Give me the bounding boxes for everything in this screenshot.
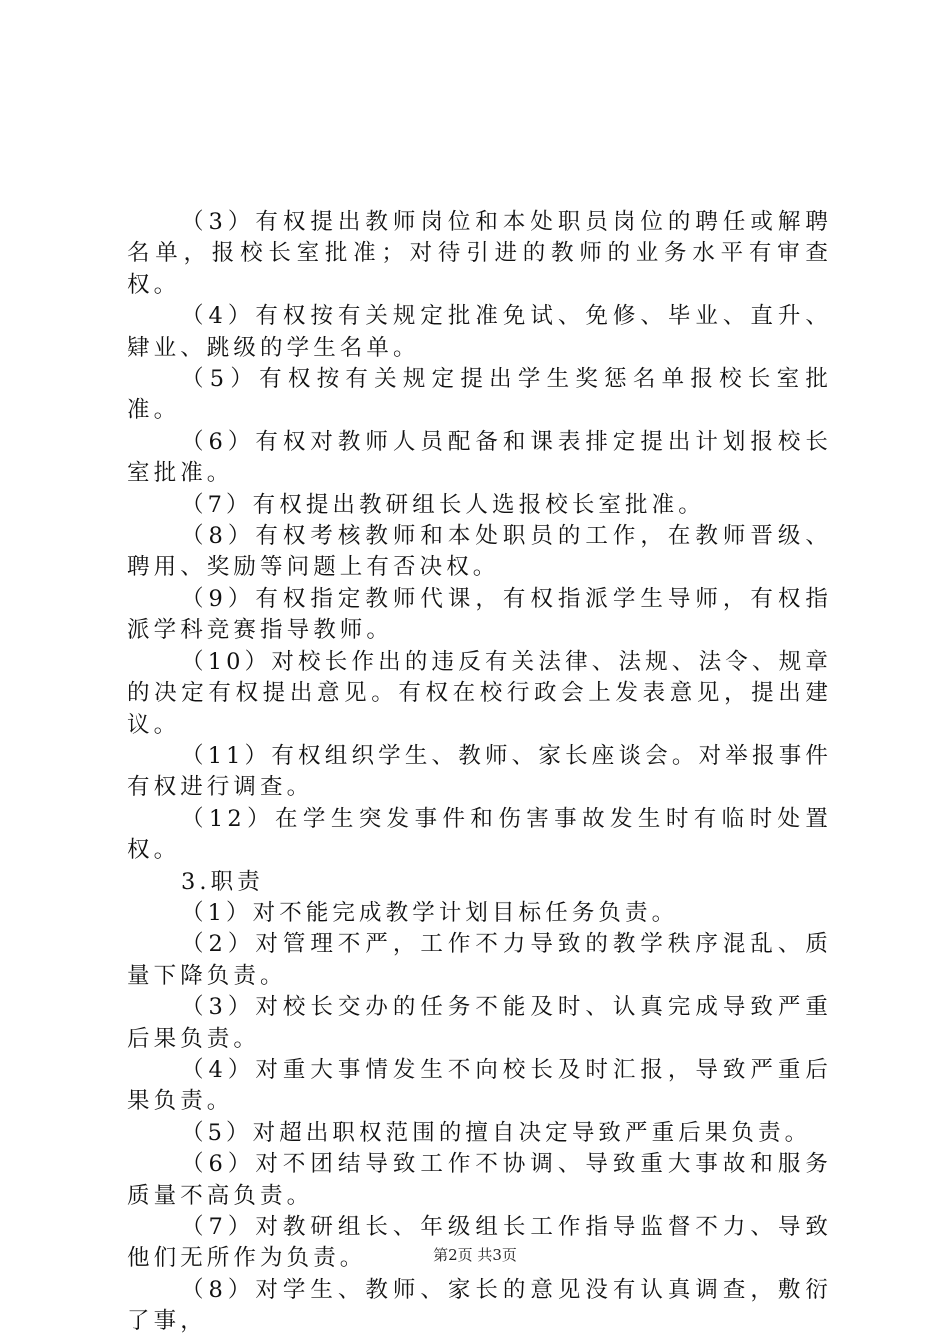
paragraph-authority-4: （4）有权按有关规定批准免试、免修、毕业、直升、肄业、跳级的学生名单。 <box>127 303 832 361</box>
paragraph-duty-4: （4）对重大事情发生不向校长及时汇报，导致严重后果负责。 <box>127 1056 832 1115</box>
section-heading-duties: 3.职责 <box>181 868 264 895</box>
paragraph-duty-6: （6）对不团结导致工作不协调、导致重大事故和服务质量不高负责。 <box>127 1151 832 1209</box>
paragraph-duty-3: （3）对校长交办的任务不能及时、认真完成导致严重后果负责。 <box>127 994 832 1052</box>
paragraph-duty-2: （2）对管理不严，工作不力导致的教学秩序混乱、质量下降负责。 <box>127 931 832 989</box>
paragraph-duty-5: （5）对超出职权范围的擅自决定导致严重后果负责。 <box>181 1119 812 1146</box>
paragraph-authority-9: （9）有权指定教师代课，有权指派学生导师，有权指派学科竞赛指导教师。 <box>127 585 832 644</box>
document-body <box>127 207 832 1338</box>
paragraph-authority-6: （6）有权对教师人员配备和课表排定提出计划报校长室批准。 <box>127 428 832 487</box>
paragraph-authority-5: （5）有权按有关规定提出学生奖惩名单报校长室批准。 <box>127 366 832 424</box>
paragraph-authority-12: （12）在学生突发事件和伤害事故发生时有临时处置权。 <box>127 805 832 864</box>
paragraph-authority-11: （11）有权组织学生、教师、家长座谈会。对举报事件有权进行调查。 <box>127 742 832 801</box>
paragraph-duty-1: （1）对不能完成教学计划目标任务负责。 <box>181 899 679 926</box>
page-number-footer: 第2页 共3页 <box>433 1246 517 1264</box>
paragraph-duty-7: （7）对教研组长、年级组长工作指导监督不力、导致他们无所作为负责。 <box>127 1214 832 1272</box>
paragraph-authority-7: （7）有权提出教研组长人选报校长室批准。 <box>181 491 705 518</box>
paragraph-authority-10: （10）对校长作出的违反有关法律、法规、法令、规章的决定有权提出意见。有权在校行政会上发表意见，提出建议。 <box>127 648 832 738</box>
paragraph-authority-8: （8）有权考核教师和本处职员的工作，在教师晋级、聘用、奖励等问题上有否决权。 <box>127 523 832 581</box>
paragraph-duty-8: （8）对学生、教师、家长的意见没有认真调查，敷衍了事， <box>127 1276 832 1335</box>
paragraph-authority-3: （3）有权提出教师岗位和本处职员岗位的聘任或解聘名单，报校长室批准；对待引进的教师的业务水平有审查权。 <box>127 209 832 298</box>
